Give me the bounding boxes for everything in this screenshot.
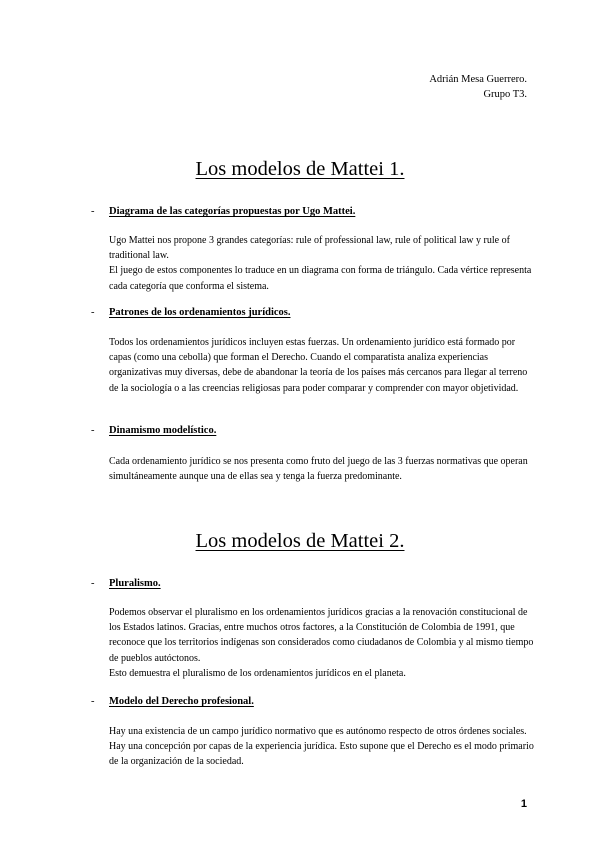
heading-text: Patrones de los ordenamientos jurídicos. [109, 307, 291, 318]
heading-text: Pluralismo. [109, 578, 161, 589]
group-name: Grupo T3. [483, 89, 527, 100]
section-heading [91, 206, 355, 217]
bullet-dash: - [91, 307, 95, 318]
section-title-1: Los modelos de Mattei 1. [195, 158, 405, 180]
bullet-dash: - [91, 578, 95, 589]
section-heading [91, 696, 254, 707]
heading-text: Modelo del Derecho profesional. [109, 696, 254, 707]
bullet-dash: - [91, 206, 95, 217]
paragraph: Esto demuestra el pluralismo de los ordenamientos jurídicos en el planeta. [109, 667, 406, 679]
bullet-dash: - [91, 425, 95, 436]
bullet-dash: - [91, 696, 95, 707]
heading-text: Diagrama de las categorías propuestas por Ugo Mattei. [109, 206, 356, 217]
paragraph-block [109, 724, 534, 770]
paragraph-block [109, 233, 534, 294]
section-heading [91, 307, 291, 318]
paragraph: Podemos observar el pluralismo en los ordenamientos jurídicos gracias a la renovación constitucional de los Estados latinos. Gracias, entre muchos otros factores, a la Constitución de Colombia de 1991, que reconoce que los territorios indígenas son considerados como ciudadanos de Colombia y al mismo tiempo de pueblos autóctonos. [109, 607, 534, 664]
paragraph: Hay una existencia de un campo jurídico normativo que es autónomo respecto de otros órdenes sociales. Hay una concepción por capas de la experiencia jurídica. Esto supone que el Derecho es el modo primario de la organización de la sociedad. [109, 726, 534, 768]
paragraph-block [109, 335, 534, 396]
section-heading [91, 425, 216, 436]
author-name: Adrián Mesa Guerrero. [429, 74, 527, 85]
paragraph-block [109, 454, 534, 484]
section-title-2: Los modelos de Mattei 2. [195, 530, 405, 552]
paragraph-block [109, 605, 534, 681]
paragraph: El juego de estos componentes lo traduce en un diagrama con forma de triángulo. Cada vértice representa cada categoría que conforma el sistema. [109, 265, 532, 292]
section-heading [91, 578, 161, 589]
paragraph: Cada ordenamiento jurídico se nos presenta como fruto del juego de las 3 fuerzas normativas que operan simultáneamente aunque una de ellas sea y tenga la fuerza predominante. [109, 456, 528, 483]
page-number: 1 [520, 798, 527, 810]
heading-text: Dinamismo modelístico. [109, 425, 217, 436]
paragraph: Todos los ordenamientos jurídicos incluyen estas fuerzas. Un ordenamiento jurídico está formado por capas (como una cebolla) que forman el Derecho. Cuando el comparatista analiza experiencias organizativas muy diversas, debe de abandonar la teoría de los países más cercanos para llegar al terreno de la sociología o a las creencias religiosas para poder comparar y comprender con mayor objetividad. [109, 337, 528, 394]
author-block [429, 72, 527, 102]
paragraph: Ugo Mattei nos propone 3 grandes categorías: rule of professional law, rule of political law y rule of traditional law. [109, 235, 510, 262]
